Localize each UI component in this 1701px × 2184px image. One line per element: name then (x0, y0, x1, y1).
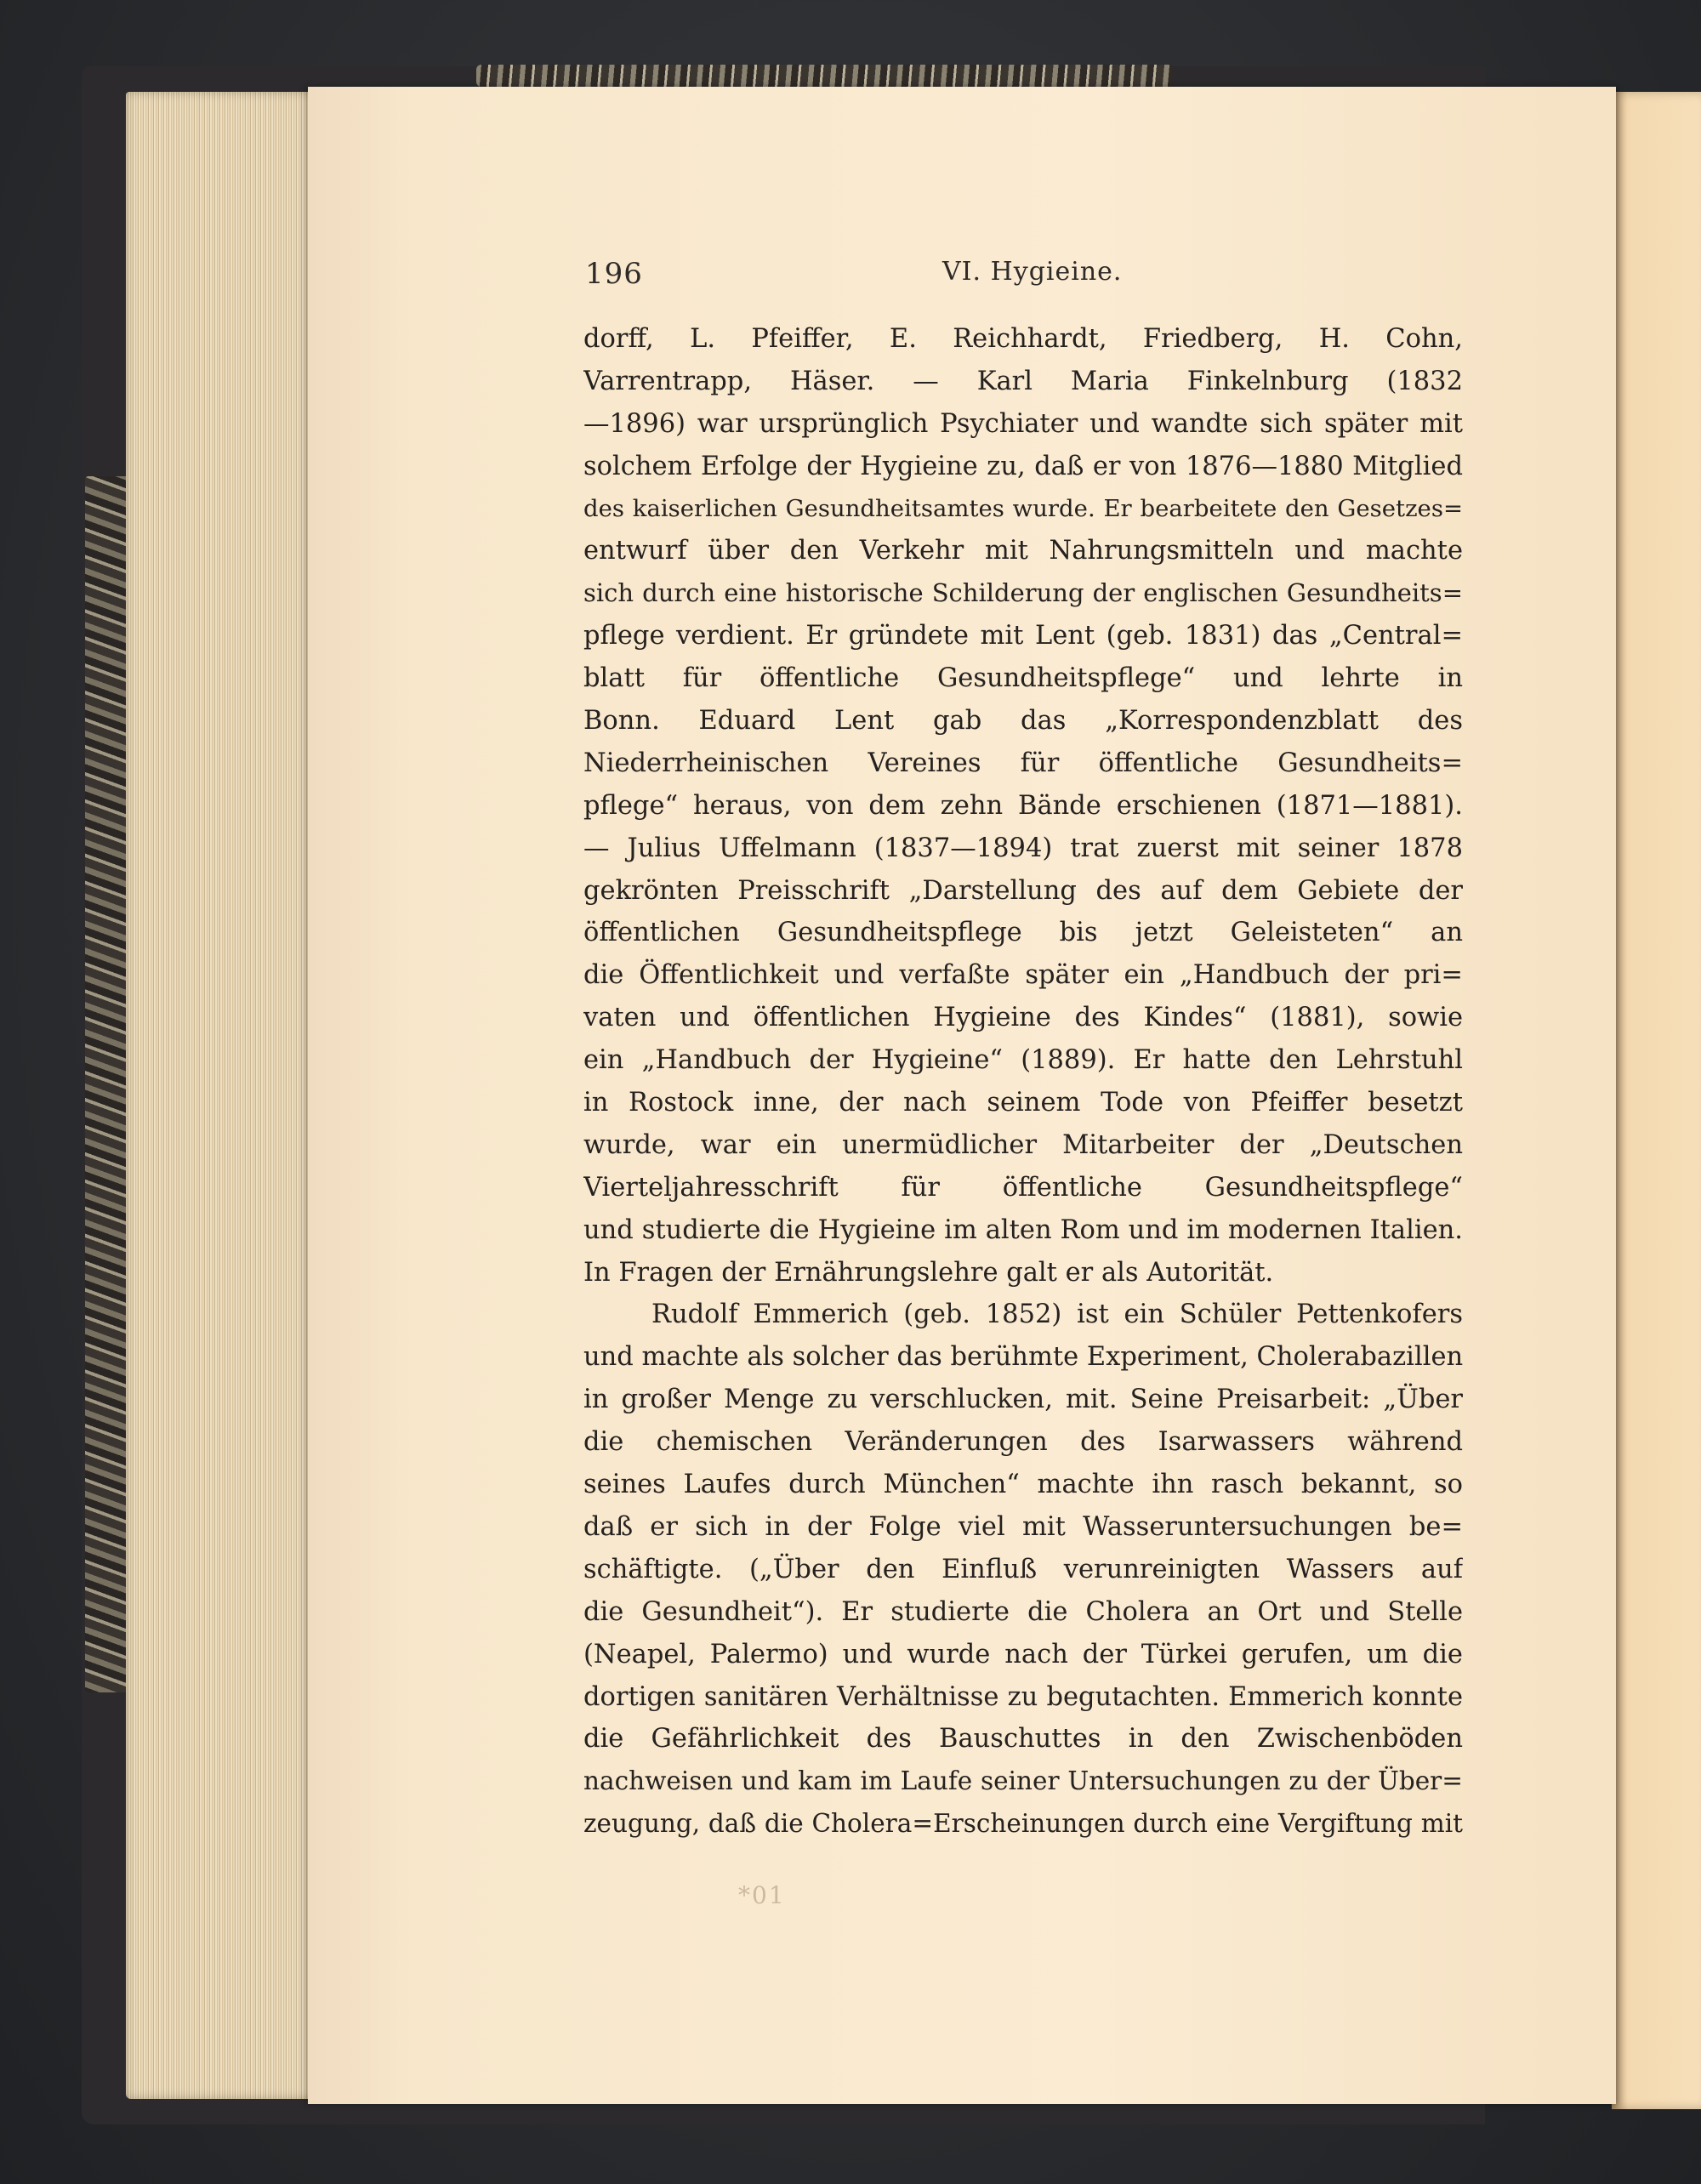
body-text (583, 318, 1463, 1846)
text-line: die chemischen Veränderungen des Isarwassers während (583, 1427, 1463, 1458)
text-line: seines Laufes durch München“ machte ihn rasch bekannt, so (583, 1470, 1463, 1500)
text-line: vaten und öffentlichen Hygieine des Kindes“ (1881), sowie (583, 1003, 1463, 1033)
text-line-paragraph-end: In Fragen der Ernährungslehre galt er als Autorität. (583, 1257, 1274, 1288)
text-line: in großer Menge zu verschlucken, mit. Seine Preisarbeit: „Über (583, 1385, 1463, 1415)
faint-footer-mark: *01 (738, 1881, 786, 1909)
text-line-paragraph-start: Rudolf Emmerich (geb. 1852) ist ein Schüler Pettenkofers (651, 1300, 1463, 1330)
text-line: die Öffentlichkeit und verfaßte später ein „Handbuch der pri= (583, 960, 1463, 991)
text-line: ein „Handbuch der Hygieine“ (1889). Er hatte den Lehrstuhl (583, 1045, 1463, 1076)
text-line: Varrentrapp, Häser. — Karl Maria Finkelnburg (1832 (583, 366, 1463, 396)
text-line: —1896) war ursprünglich Psychiater und wandte sich später mit (583, 408, 1463, 439)
text-line: des kaiserlichen Gesundheitsamtes wurde. Er bearbeitete den Gesetzes= (583, 494, 1463, 522)
text-line: gekrönten Preisschrift „Darstellung des auf dem Gebiete der (583, 875, 1463, 906)
text-line: und machte als solcher das berühmte Experiment, Cholerabazillen (583, 1342, 1463, 1373)
text-line: — Julius Uffelmann (1837—1894) trat zuerst mit seiner 1878 (583, 833, 1463, 863)
text-line: öffentlichen Gesundheitspflege bis jetzt Geleisteten“ an (583, 918, 1463, 948)
text-line: (Neapel, Palermo) und wurde nach der Türkei gerufen, um die (583, 1639, 1463, 1669)
text-line: die Gesundheit“). Er studierte die Cholera an Ort und Stelle (583, 1596, 1463, 1627)
text-line: Bonn. Eduard Lent gab das „Korrespondenzblatt des (583, 706, 1463, 737)
facing-page-edge (1612, 92, 1701, 2109)
text-line: nachweisen und kam im Laufe seiner Untersuchungen zu der Über= (583, 1766, 1463, 1796)
text-line: pflege verdient. Er gründete mit Lent (geb. 1831) das „Central= (583, 621, 1463, 651)
text-line: solchem Erfolge der Hygieine zu, daß er von 1876—1880 Mitglied (583, 451, 1463, 481)
text-line: wurde, war ein unermüdlicher Mitarbeiter der „Deutschen (583, 1129, 1463, 1160)
text-line: in Rostock inne, der nach seinem Tode von Pfeiffer besetzt (583, 1088, 1463, 1118)
text-line: sich durch eine historische Schilderung der englischen Gesundheits= (583, 578, 1463, 608)
text-line: und studierte die Hygieine im alten Rom und im modernen Italien. (583, 1214, 1463, 1245)
text-line: blatt für öffentliche Gesundheitspflege“ und lehrte in (583, 663, 1463, 694)
text-line: schäftigte. („Über den Einfluß verunreinigten Wassers auf (583, 1554, 1463, 1584)
running-head: VI. Hygieine. (942, 257, 1123, 287)
text-line: Vierteljahresschrift für öffentliche Gesundheitspflege“ (583, 1172, 1463, 1203)
text-line: daß er sich in der Folge viel mit Wasseruntersuchungen be= (583, 1511, 1463, 1542)
text-line: pflege“ heraus, von dem zehn Bände erschienen (1871—1881). (583, 790, 1463, 821)
page-edges-stack (126, 92, 318, 2099)
page-number: 196 (585, 257, 643, 291)
page-header (585, 257, 1461, 296)
text-line: dortigen sanitären Verhältnisse zu begutachten. Emmerich konnte (583, 1681, 1463, 1712)
text-line: die Gefährlichkeit des Bauschuttes in den Zwischenböden (583, 1724, 1463, 1755)
text-line: zeugung, daß die Cholera=Erscheinungen durch eine Vergiftung mit (583, 1809, 1463, 1839)
text-line: dorff, L. Pfeiffer, E. Reichhardt, Friedberg, H. Cohn, (583, 324, 1463, 354)
marbled-top-decoration (476, 65, 1174, 87)
text-line: entwurf über den Verkehr mit Nahrungsmitteln und machte (583, 536, 1463, 566)
text-line: Niederrheinischen Vereines für öffentliche Gesundheits= (583, 748, 1463, 778)
